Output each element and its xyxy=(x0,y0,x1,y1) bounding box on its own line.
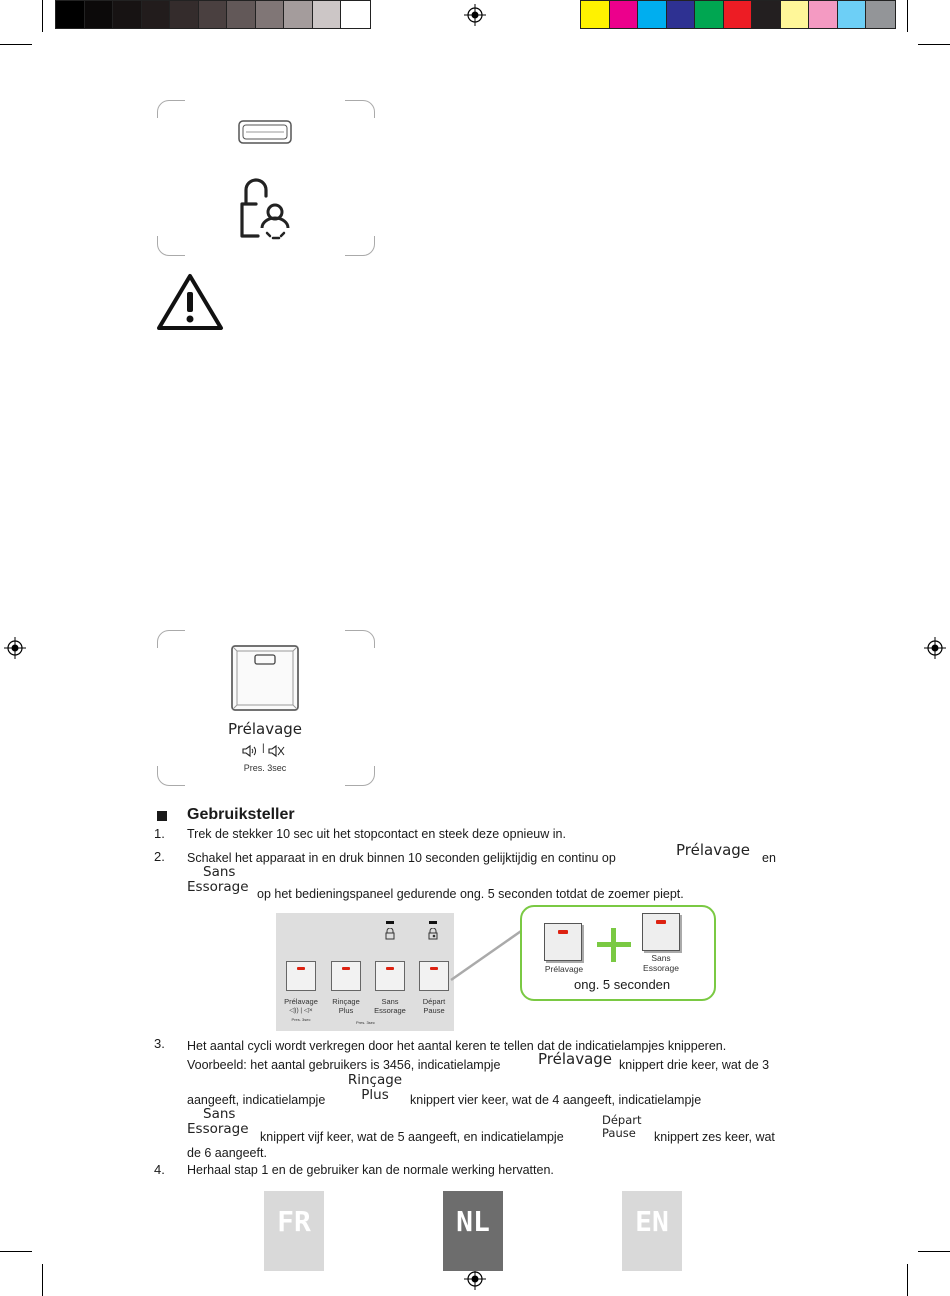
child-lock-icon xyxy=(236,176,296,240)
color-swatch xyxy=(313,1,342,28)
color-swatch xyxy=(610,1,639,28)
color-swatch xyxy=(284,1,313,28)
step-number: 2. xyxy=(154,849,165,864)
start-pause-button xyxy=(419,961,449,991)
zoom-nospin-button xyxy=(642,913,680,951)
indicator-led xyxy=(386,921,394,924)
panel-label: Prélavage ◁)) | ◁× Pres. 3sec xyxy=(284,997,318,1022)
step-number: 3. xyxy=(154,1036,165,1051)
registration-mark-icon xyxy=(924,637,946,659)
prewash-button xyxy=(286,961,316,991)
sound-toggle-icons xyxy=(242,744,290,758)
callout-line xyxy=(448,925,528,985)
warning-triangle-icon xyxy=(155,272,225,332)
no-spin-button xyxy=(375,961,405,991)
color-swatch xyxy=(142,1,171,28)
extra-rinse-button xyxy=(331,961,361,991)
color-swatch xyxy=(866,1,895,28)
step-text: Schakel het apparaat in en druk binnen 10 seconden gelijktijdig en continu op xyxy=(187,851,616,865)
inline-startpause-label: Départ Pause xyxy=(602,1113,642,1140)
registration-mark-icon xyxy=(4,637,26,659)
prewash-label: Prélavage xyxy=(227,720,303,738)
crop-mark xyxy=(907,0,908,32)
section-bullet xyxy=(157,811,167,821)
registration-mark-icon xyxy=(464,1268,486,1290)
color-swatch xyxy=(256,1,285,28)
crop-mark xyxy=(0,1251,32,1252)
child-lock-small-icon xyxy=(428,928,438,940)
registration-mark-icon xyxy=(464,4,486,26)
color-swatch xyxy=(113,1,142,28)
color-swatch xyxy=(170,1,199,28)
crop-mark xyxy=(42,1264,43,1296)
sound-on-icon xyxy=(242,744,260,758)
control-panel-image xyxy=(276,913,454,1031)
color-swatch xyxy=(809,1,838,28)
color-swatch xyxy=(227,1,256,28)
step-number: 4. xyxy=(154,1162,165,1177)
inline-prewash-label: Prélavage xyxy=(537,1050,613,1068)
sound-off-icon xyxy=(268,744,286,758)
step-text: Voorbeeld: het aantal gebruikers is 3456, indicatielampje xyxy=(187,1058,501,1072)
color-swatch xyxy=(341,1,370,28)
inline-prewash-label: Prélavage xyxy=(675,841,751,859)
crop-mark xyxy=(907,1264,908,1296)
step-text: Herhaal stap 1 en de gebruiker kan de normale werking hervatten. xyxy=(187,1163,554,1177)
zoom-nospin-label: Sans Essorage xyxy=(643,953,679,973)
color-swatch xyxy=(781,1,810,28)
lock-icon xyxy=(385,928,395,940)
zoom-prewash-button xyxy=(544,923,582,961)
panel-label: Sans Essorage xyxy=(374,997,406,1015)
plus-icon xyxy=(594,925,634,965)
step-text: aangeeft, indicatielampje xyxy=(187,1093,326,1107)
step-text: knippert zes keer, wat xyxy=(654,1130,775,1144)
color-swatch xyxy=(56,1,85,28)
section-title: Gebruiksteller xyxy=(187,806,295,823)
panel-hint: Pres. 3sec xyxy=(356,1020,375,1025)
step-text: Het aantal cycli wordt verkregen door het aantal keren te tellen dat de indicatielampjes knipperen. xyxy=(187,1039,727,1053)
zoom-callout xyxy=(520,905,716,1001)
step-number: 1. xyxy=(154,826,165,841)
inline-nospin-label: Sans Essorage xyxy=(187,1106,249,1137)
panel-label: Départ Pause xyxy=(422,997,446,1015)
zoom-prewash-label: Prélavage xyxy=(544,964,584,974)
crop-mark xyxy=(42,0,43,32)
step-text: knippert drie keer, wat de 3 xyxy=(619,1058,770,1072)
language-tab-en[interactable]: EN xyxy=(622,1191,682,1271)
step-text: op het bedieningspaneel gedurende ong. 5 seconden totdat de zoemer piept. xyxy=(257,887,684,901)
color-bar-right xyxy=(580,0,896,29)
panel-label: Rinçage Plus xyxy=(332,997,360,1015)
color-swatch xyxy=(667,1,696,28)
color-swatch xyxy=(199,1,228,28)
language-tab-nl[interactable]: NL xyxy=(443,1191,503,1271)
inline-nospin-label: Sans Essorage xyxy=(187,864,249,895)
color-swatch xyxy=(581,1,610,28)
step-text: knippert vier keer, wat de 4 aangeeft, indicatielampje xyxy=(410,1093,702,1107)
step-text: Trek de stekker 10 sec uit het stopcontact en steek deze opnieuw in. xyxy=(187,827,566,841)
prewash-button-icon xyxy=(228,644,302,714)
color-swatch xyxy=(752,1,781,28)
step-text: knippert vijf keer, wat de 5 aangeeft, en indicatielampje xyxy=(260,1130,564,1144)
color-swatch xyxy=(638,1,667,28)
step-text: en xyxy=(762,851,776,865)
zoom-caption: ong. 5 seconden xyxy=(574,977,671,992)
color-swatch xyxy=(695,1,724,28)
language-tab-fr[interactable]: FR xyxy=(264,1191,324,1271)
color-swatch xyxy=(85,1,114,28)
inline-extrarinse-label: Rinçage Plus xyxy=(347,1072,403,1103)
crop-mark xyxy=(0,44,32,45)
crop-mark xyxy=(918,1251,950,1252)
led-indicator-icon xyxy=(236,118,294,146)
color-bar-left xyxy=(55,0,371,29)
indicator-led xyxy=(429,921,437,924)
crop-mark xyxy=(918,44,950,45)
press-hint: Pres. 3sec xyxy=(243,763,287,773)
color-swatch xyxy=(724,1,753,28)
step-text: de 6 aangeeft. xyxy=(187,1146,267,1160)
sound-separator: | xyxy=(262,743,265,754)
color-swatch xyxy=(838,1,867,28)
